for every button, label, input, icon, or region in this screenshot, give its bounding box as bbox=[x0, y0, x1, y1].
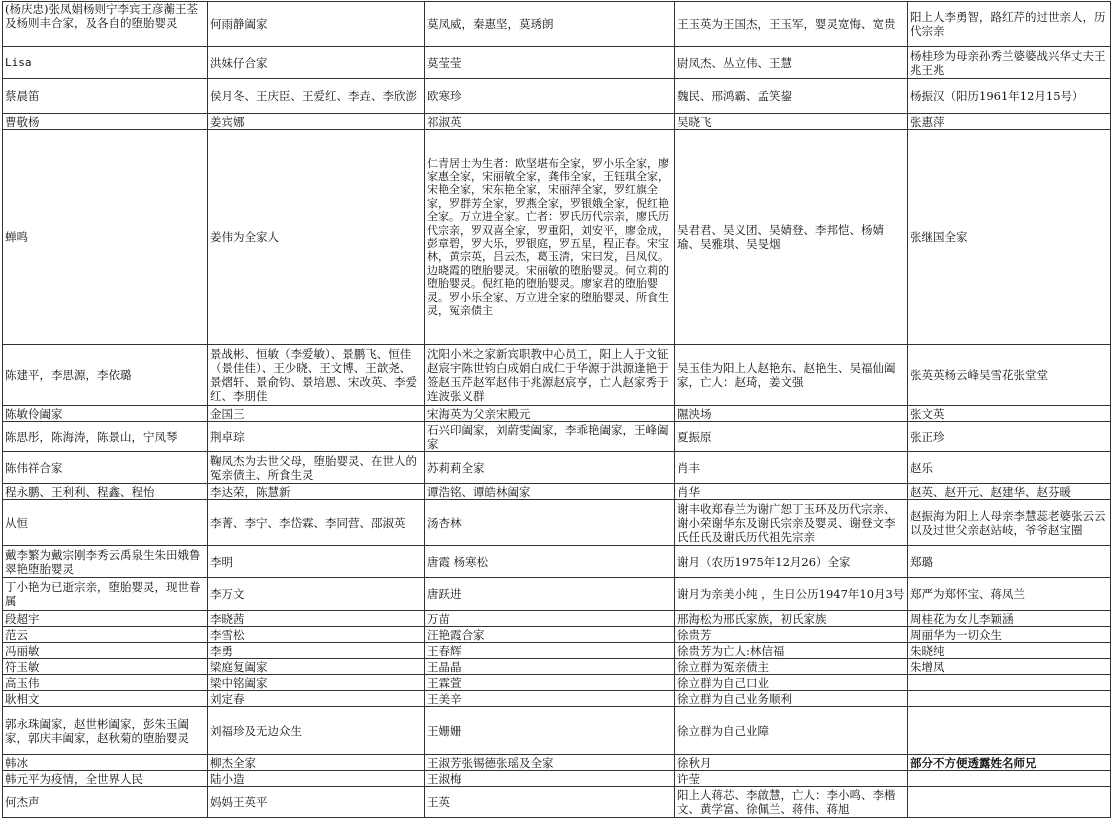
table-cell: 姜宾娜 bbox=[208, 114, 425, 130]
table-cell: 王淑芳张锡德张瑶及全家 bbox=[425, 755, 675, 771]
table-cell: 唐霞 杨寒松 bbox=[425, 546, 675, 578]
table-row bbox=[3, 500, 1111, 546]
table-cell: 朱晓纯 bbox=[908, 643, 1111, 659]
table-cell: 谢月（农历1975年12月26）全家 bbox=[675, 546, 908, 578]
table-cell: 肖丰 bbox=[675, 452, 908, 484]
table-cell: 曹敬杨 bbox=[3, 114, 208, 130]
table-cell: 赵乐 bbox=[908, 452, 1111, 484]
table-cell: 徐立群为自己口业 bbox=[675, 675, 908, 691]
table-cell: 吴晓飞 bbox=[675, 114, 908, 130]
table-cell: 沈阳小米之家新宾职教中心员工，阳上人于文钲赵宸宇陈世钧白成娟白成仁于华源于洪源逢艳于签赵玉芹赵军赵伟于兆源赵宸亨，亡人赵家秀于连波张义群 bbox=[425, 345, 675, 406]
table-cell: 丁小艳为已逝宗亲，堕胎婴灵，现世眷属 bbox=[3, 578, 208, 611]
table-cell: 欧寒珍 bbox=[425, 79, 675, 114]
table-row bbox=[3, 484, 1111, 500]
table-cell: 邢海松为邢氏家族，初氏家族 bbox=[675, 611, 908, 627]
table-cell: 许莹 bbox=[675, 771, 908, 787]
table-row bbox=[3, 643, 1111, 659]
table-cell: 王姗姗 bbox=[425, 707, 675, 755]
table-cell: 金国三 bbox=[208, 406, 425, 422]
table-cell: 李明 bbox=[208, 546, 425, 578]
table-cell: 高玉伟 bbox=[3, 675, 208, 691]
table-cell: 祁淑英 bbox=[425, 114, 675, 130]
table-cell: 刘福珍及无边众生 bbox=[208, 707, 425, 755]
table-cell: 谭浩铭、谭皓林阖家 bbox=[425, 484, 675, 500]
table-cell: 汪艳霞合家 bbox=[425, 627, 675, 643]
table-cell: 隰泱场 bbox=[675, 406, 908, 422]
table-cell: 郭永珠阖家，赵世彬阖家，彭朱玉阖家，郭庆丰阖家，赵秋菊的堕胎婴灵 bbox=[3, 707, 208, 755]
table-cell: 郑璐 bbox=[908, 546, 1111, 578]
table-cell: 赵英、赵开元、赵建华、赵芬暖 bbox=[908, 484, 1111, 500]
table-cell: 宋海英为父亲宋殿元 bbox=[425, 406, 675, 422]
table-cell bbox=[908, 675, 1111, 691]
table-cell: 苏莉莉全家 bbox=[425, 452, 675, 484]
table-cell: 赵振海为阳上人母亲李慧蕊老婆张云云以及过世父亲赵站岐，爷爷赵宝圈 bbox=[908, 500, 1111, 546]
table-cell: 耿相文 bbox=[3, 691, 208, 707]
table-cell: 蔡晨笛 bbox=[3, 79, 208, 114]
table-cell: 徐贵芳为亡人:林信福 bbox=[675, 643, 908, 659]
table-cell: 从恒 bbox=[3, 500, 208, 546]
table-cell: 谢月为亲美小纯 ，生日公历1947年10月3号 bbox=[675, 578, 908, 611]
table-cell: 郑严为郑怀宝、蒋凤兰 bbox=[908, 578, 1111, 611]
table-cell: 妈妈王英平 bbox=[208, 787, 425, 818]
table-cell: 莫莹莹 bbox=[425, 47, 675, 79]
table-cell: 梁中铭阖家 bbox=[208, 675, 425, 691]
table-cell: 何雨静阖家 bbox=[208, 2, 425, 47]
table-cell: 朱增凤 bbox=[908, 659, 1111, 675]
table-cell: 王淑梅 bbox=[425, 771, 675, 787]
table-cell bbox=[908, 707, 1111, 755]
table-cell: 荆卓琮 bbox=[208, 422, 425, 452]
table-cell: 陈伟祥合家 bbox=[3, 452, 208, 484]
table-cell: 蝉鸣 bbox=[3, 130, 208, 345]
table-cell: 徐立群为自己业障 bbox=[675, 707, 908, 755]
table-cell: 夏振原 bbox=[675, 422, 908, 452]
table-row bbox=[3, 755, 1111, 771]
table-cell: 张英英杨云峰吴雪花张堂堂 bbox=[908, 345, 1111, 406]
table-cell: 魏民、邢鸿霸、孟笑鋆 bbox=[675, 79, 908, 114]
table-row bbox=[3, 345, 1111, 406]
table-cell: 王晶晶 bbox=[425, 659, 675, 675]
table-cell: 周桂花为女儿李颖涵 bbox=[908, 611, 1111, 627]
table-cell: Lisa bbox=[3, 47, 208, 79]
table-cell: 符玉敏 bbox=[3, 659, 208, 675]
table-cell: 陈建平，李思源，李依璐 bbox=[3, 345, 208, 406]
table-cell: 肖华 bbox=[675, 484, 908, 500]
table-row bbox=[3, 659, 1111, 675]
table-row bbox=[3, 707, 1111, 755]
table-cell: 万苗 bbox=[425, 611, 675, 627]
table-cell: 李晓茜 bbox=[208, 611, 425, 627]
table-cell: 戴李繁为戴宗刚李秀云禹泉生朱田娥鲁翠艳堕胎婴灵 bbox=[3, 546, 208, 578]
table-cell: 姜伟为全家人 bbox=[208, 130, 425, 345]
table-cell bbox=[908, 691, 1111, 707]
table-cell: 徐立群为冤亲债主 bbox=[675, 659, 908, 675]
table-cell: 汤杏林 bbox=[425, 500, 675, 546]
table-cell: 刘定春 bbox=[208, 691, 425, 707]
table-cell: 王春辉 bbox=[425, 643, 675, 659]
table-cell: 徐贵芳 bbox=[675, 627, 908, 643]
table-cell: 杨桂珍为母亲孙秀兰婆婆战兴华丈夫王兆王兆 bbox=[908, 47, 1111, 79]
table-cell: 唐跃进 bbox=[425, 578, 675, 611]
table-row bbox=[3, 114, 1111, 130]
table-cell: 张继国全家 bbox=[908, 130, 1111, 345]
table-cell: 韩冰 bbox=[3, 755, 208, 771]
table-cell: 部分不方便透露姓名师兄 bbox=[908, 755, 1111, 771]
table-cell: 陈思彤，陈海涛，陈景山，宁凤琴 bbox=[3, 422, 208, 452]
table-cell: 洪妹仔合家 bbox=[208, 47, 425, 79]
table-cell: 侯月冬、王庆臣、王爱红、李垚、李欣澎 bbox=[208, 79, 425, 114]
table-cell: 韩元平为疫情，全世界人民 bbox=[3, 771, 208, 787]
table-cell: 景战彬、恒敏（李爱敏）、景鹏飞、恒佳（景佳佳）、王少晓、王文博、王歆尧、景熠轩、景俞钧、景培恩、宋改英、李爱红、李朋佳 bbox=[208, 345, 425, 406]
table-cell: 吴玉佳为阳上人赵艳东、赵艳生、吴福仙阖家，亡人：赵琦，姜文强 bbox=[675, 345, 908, 406]
table-cell: 王美辛 bbox=[425, 691, 675, 707]
table-cell: 张正珍 bbox=[908, 422, 1111, 452]
dedication-name-sheet bbox=[2, 1, 1111, 818]
table-cell: 仁青居士为生者：欧坚堪布全家，罗小乐全家，廖家惠全家，宋丽敏全家，龚伟全家，王钰琪全家，宋艳全家，宋东艳全家，宋丽萍全家，罗红旗全家，罗群芳全家，罗燕全家，罗银娥全家，倪红艳全家。万立进全家。亡者：罗氏历代宗亲，廖氏历代宗亲，罗双喜全家，罗重阳，刘安平，廖金成，彭章碧，罗大乐，罗银庭，罗五星，程正春。宋宝林，黄宗英，吕云杰，葛玉清，宋曰发，吕凤仪。边晓霞的堕胎婴灵。宋丽敏的堕胎婴灵。何立莉的堕胎婴灵。倪红艳的堕胎婴灵。廖家君的堕胎婴灵。罗小乐全家、万立进全家的堕胎婴灵、所食生灵，冤亲债主 bbox=[425, 130, 675, 345]
table-cell bbox=[908, 771, 1111, 787]
table-cell bbox=[908, 787, 1111, 818]
table-row bbox=[3, 422, 1111, 452]
table-row bbox=[3, 546, 1111, 578]
table-cell: 徐立群为自己业务顺利 bbox=[675, 691, 908, 707]
table-row bbox=[3, 130, 1111, 345]
table-cell: 阳上人李勇智，路红芹的过世亲人，历代宗亲 bbox=[908, 2, 1111, 47]
table-cell: 谢丰收郑春兰为谢广恕丁玉环及历代宗亲、谢小荣谢华东及谢氏宗亲及婴灵、谢登文李氏任氏及谢氏历代祖先宗亲 bbox=[675, 500, 908, 546]
table-row bbox=[3, 578, 1111, 611]
table-row bbox=[3, 611, 1111, 627]
table-cell: 柳杰全家 bbox=[208, 755, 425, 771]
table-row bbox=[3, 627, 1111, 643]
table-cell: 何杰声 bbox=[3, 787, 208, 818]
table-cell: 李菁、李宁、李岱霖、李同营、邵淑英 bbox=[208, 500, 425, 546]
table-cell: 阳上人蒋芯、李啟慧，亡人：李小鸣、李楷文、黄学富、徐佩兰、蒋伟、蒋旭 bbox=[675, 787, 908, 818]
table-cell: 范云 bbox=[3, 627, 208, 643]
table-row bbox=[3, 452, 1111, 484]
table-cell: 李达荣，陈慧新 bbox=[208, 484, 425, 500]
table-row bbox=[3, 675, 1111, 691]
table-cell: 杨振汉（阳历1961年12月15号） bbox=[908, 79, 1111, 114]
table-cell: 徐秋月 bbox=[675, 755, 908, 771]
table-cell: 李勇 bbox=[208, 643, 425, 659]
table-cell: 王玉英为王国杰，王玉军，婴灵宽悔、宽贵 bbox=[675, 2, 908, 47]
table-cell: 莫凤威，秦惠坚，莫琇朗 bbox=[425, 2, 675, 47]
table-cell: 李万文 bbox=[208, 578, 425, 611]
table-cell: 周丽华为一切众生 bbox=[908, 627, 1111, 643]
table-row bbox=[3, 47, 1111, 79]
table-cell: 张文英 bbox=[908, 406, 1111, 422]
table-cell: 石兴印阖家，刘蔚雯阖家，李乖艳阖家，王峰阖家 bbox=[425, 422, 675, 452]
table-cell: 吴君君、吴义团、吴婧登、李邦恺、杨婧瑜、吴雅琪、吴旻烟 bbox=[675, 130, 908, 345]
table-cell: 王霖萱 bbox=[425, 675, 675, 691]
table-cell: 梁庭复阖家 bbox=[208, 659, 425, 675]
table-row bbox=[3, 691, 1111, 707]
table-cell: 陆小造 bbox=[208, 771, 425, 787]
table-row bbox=[3, 406, 1111, 422]
table-cell: 尉凤杰、丛立伟、王慧 bbox=[675, 47, 908, 79]
table-cell: 陈敏伶阖家 bbox=[3, 406, 208, 422]
table-row bbox=[3, 771, 1111, 787]
table-cell: 段超宇 bbox=[3, 611, 208, 627]
table-cell: (杨庆忠)张凤娟杨则宁李宾王彦蘅王荃及杨则丰合家，及各自的堕胎婴灵 bbox=[3, 2, 208, 47]
table-cell: 冯丽敏 bbox=[3, 643, 208, 659]
table-row bbox=[3, 79, 1111, 114]
table-row bbox=[3, 2, 1111, 47]
table-row bbox=[3, 787, 1111, 818]
table-cell: 鞠凤杰为去世父母，堕胎婴灵、在世人的冤亲债主、所食生灵 bbox=[208, 452, 425, 484]
table-cell: 李雪松 bbox=[208, 627, 425, 643]
table-cell: 王英 bbox=[425, 787, 675, 818]
table-cell: 张惠萍 bbox=[908, 114, 1111, 130]
table-cell: 程永鹏、王利利、程鑫、程怡 bbox=[3, 484, 208, 500]
